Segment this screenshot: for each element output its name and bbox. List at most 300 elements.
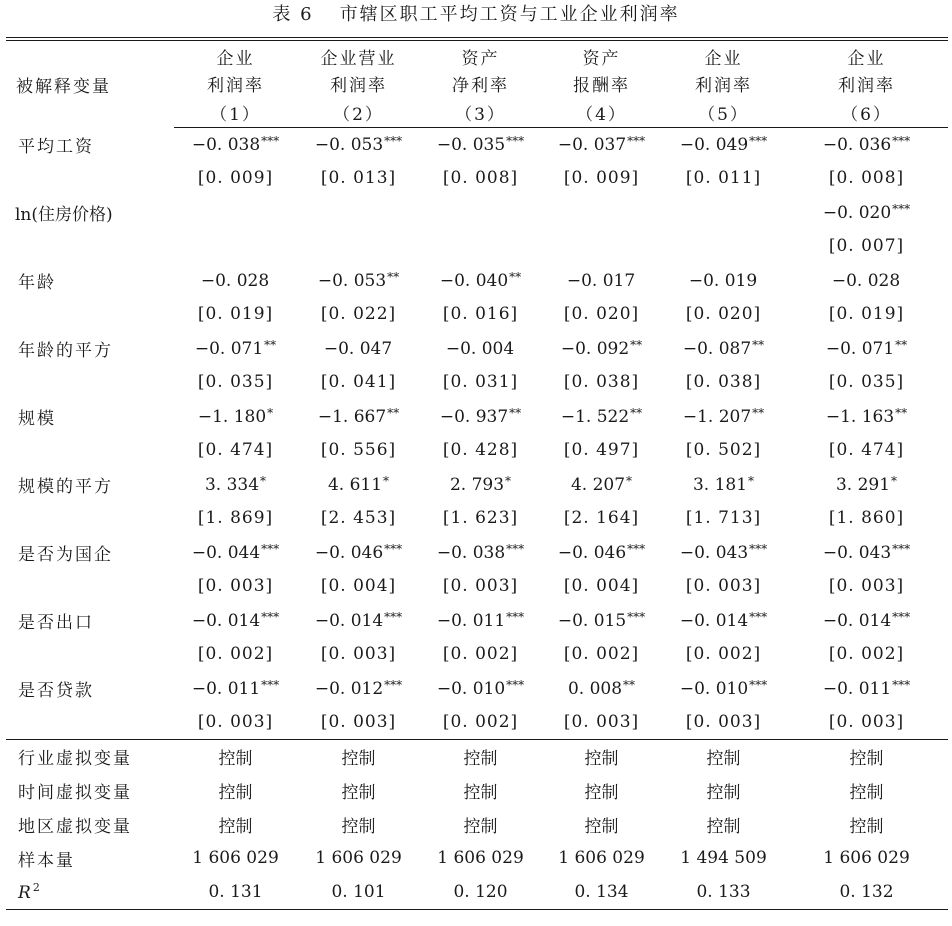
standard-error-row: [6, 161, 948, 195]
significance-stars: *: [626, 473, 633, 488]
standard-error-cell: [0. 019]: [197, 304, 274, 324]
control-value: 控制: [706, 816, 741, 837]
standard-error-cell: [1. 860]: [828, 508, 905, 528]
coefficient-value: −0. 053: [314, 134, 384, 155]
standard-error-cell: [0. 019]: [828, 304, 905, 324]
significance-stars: **: [387, 405, 400, 420]
sample-size-value: 1 606 029: [558, 848, 645, 868]
control-label: 时间虚拟变量: [18, 782, 132, 803]
significance-stars: **: [509, 269, 522, 284]
significance-stars: **: [509, 405, 522, 420]
coefficient-cell: [297, 671, 420, 705]
significance-stars: **: [387, 269, 400, 284]
standard-error-cell: [541, 229, 662, 263]
standard-error-cell: [0. 002]: [420, 705, 541, 739]
coefficient-row: [6, 603, 948, 637]
significance-stars: **: [752, 337, 765, 352]
column-header-line2: 利润率: [695, 76, 752, 96]
significance-stars: **: [752, 405, 765, 420]
significance-stars: ***: [506, 677, 525, 692]
standard-error-cell: [0. 003]: [685, 576, 762, 596]
significance-stars: **: [630, 405, 643, 420]
significance-stars: ***: [261, 677, 280, 692]
coefficient-value: −0. 043: [679, 542, 749, 563]
sample-size-value: 1 606 029: [192, 848, 279, 868]
coefficient-value: 3. 181: [692, 474, 748, 495]
coefficient-cell: [662, 399, 785, 433]
coefficient-value: −0. 040: [439, 270, 509, 291]
column-header-line2: 报酬率: [573, 76, 630, 96]
column-header-line2: 利润率: [330, 76, 387, 96]
empty-label-cell: [6, 705, 174, 739]
column-number: （4）: [541, 98, 662, 127]
coefficient-cell: [297, 263, 420, 297]
coefficient-value: −0. 011: [191, 678, 261, 699]
control-rows: [6, 739, 948, 909]
coefficient-cell: [420, 331, 541, 365]
coefficient-value: −0. 014: [314, 610, 384, 631]
coefficient-value: −0. 044: [191, 542, 261, 563]
variable-label: 年龄的平方: [18, 340, 113, 361]
coefficient-cell: [662, 603, 785, 637]
coefficient-cell: [662, 263, 785, 297]
coefficient-cell: [785, 535, 948, 569]
coefficient-row: [6, 127, 948, 161]
standard-error-cell: [0. 002]: [563, 644, 640, 664]
standard-error-cell: [0. 497]: [563, 440, 640, 460]
control-row: [6, 773, 948, 807]
standard-error-cell: [0. 020]: [685, 304, 762, 324]
coefficient-value: −0. 071: [825, 338, 895, 359]
coefficient-value: −1. 180: [197, 406, 267, 427]
coefficient-row: [6, 195, 948, 229]
significance-stars: ***: [627, 133, 646, 148]
coefficient-cell: [297, 127, 420, 161]
standard-error-cell: [0. 008]: [828, 168, 905, 188]
column-number: （3）: [420, 98, 541, 127]
variable-label: 是否贷款: [18, 680, 94, 701]
control-value: 控制: [341, 782, 376, 803]
coefficient-value: −0. 011: [822, 678, 892, 699]
standard-error-cell: [0. 428]: [442, 440, 519, 460]
coefficient-cell: [420, 127, 541, 161]
standard-error-cell: [0. 003]: [174, 705, 297, 739]
standard-error-cell: [0. 004]: [320, 576, 397, 596]
coefficient-value: −1. 667: [317, 406, 387, 427]
coefficient-value: 3. 334: [204, 474, 260, 495]
variable-label: 规模: [18, 408, 56, 429]
standard-error-row: [6, 365, 948, 399]
coefficient-value: −0. 038: [436, 542, 506, 563]
coefficient-cell: [662, 195, 785, 229]
standard-error-cell: [420, 229, 541, 263]
coefficient-rows: [6, 127, 948, 739]
coefficient-row: [6, 263, 948, 297]
coefficient-value: 3. 291: [835, 474, 891, 495]
coefficient-cell: [420, 399, 541, 433]
standard-error-cell: [174, 229, 297, 263]
significance-stars: ***: [384, 609, 403, 624]
coefficient-cell: [297, 195, 420, 229]
coefficient-cell: [297, 399, 420, 433]
r-squared-value: 0. 134: [541, 875, 662, 909]
standard-error-cell: [0. 031]: [442, 372, 519, 392]
coefficient-cell: [174, 399, 297, 433]
variable-label: 规模的平方: [18, 476, 113, 497]
coefficient-value: −0. 047: [323, 338, 393, 359]
coefficient-value: 4. 207: [570, 474, 626, 495]
column-header-line1: 资产: [541, 39, 662, 69]
standard-error-cell: [0. 038]: [563, 372, 640, 392]
coefficient-value: −0. 087: [682, 338, 752, 359]
standard-error-cell: [0. 003]: [297, 705, 420, 739]
coefficient-cell: [174, 195, 297, 229]
coefficient-cell: [541, 535, 662, 569]
coefficient-value: −0. 028: [200, 270, 270, 291]
column-header-line1: 企业营业: [297, 39, 420, 69]
standard-error-cell: [0. 004]: [563, 576, 640, 596]
standard-error-cell: [0. 003]: [442, 576, 519, 596]
standard-error-cell: [0. 003]: [541, 705, 662, 739]
standard-error-row: [6, 433, 948, 467]
coefficient-row: [6, 331, 948, 365]
control-row: [6, 739, 948, 773]
table-title: [0, 2, 952, 28]
standard-error-cell: [0. 002]: [197, 644, 274, 664]
coefficient-value: −0. 010: [436, 678, 506, 699]
coefficient-value: 2. 793: [449, 474, 505, 495]
coefficient-value: −0. 071: [194, 338, 264, 359]
significance-stars: ***: [506, 609, 525, 624]
standard-error-cell: [0. 013]: [320, 168, 397, 188]
significance-stars: ***: [506, 133, 525, 148]
standard-error-cell: [0. 038]: [685, 372, 762, 392]
coefficient-cell: [174, 263, 297, 297]
significance-stars: *: [891, 473, 898, 488]
standard-error-cell: [0. 502]: [685, 440, 762, 460]
standard-error-cell: [2. 164]: [563, 508, 640, 528]
coefficient-cell: [662, 127, 785, 161]
significance-stars: ***: [384, 677, 403, 692]
control-value: 控制: [849, 748, 884, 769]
standard-error-cell: [0. 035]: [828, 372, 905, 392]
r-squared-row: [6, 875, 948, 909]
significance-stars: ***: [261, 609, 280, 624]
standard-error-cell: [0. 474]: [828, 440, 905, 460]
standard-error-cell: [1. 869]: [197, 508, 274, 528]
significance-stars: **: [895, 405, 908, 420]
coefficient-value: −0. 038: [191, 134, 261, 155]
coefficient-cell: [420, 195, 541, 229]
standard-error-cell: [0. 003]: [785, 705, 948, 739]
standard-error-row: [6, 297, 948, 331]
coefficient-cell: [174, 467, 297, 501]
coefficient-cell: [785, 263, 948, 297]
significance-stars: *: [260, 473, 267, 488]
table-caption: 市辖区职工平均工资与工业企业利润率: [339, 4, 680, 25]
coefficient-cell: [785, 195, 948, 229]
standard-error-cell: [2. 453]: [320, 508, 397, 528]
empty-label-cell: [6, 365, 174, 399]
coefficient-cell: [420, 467, 541, 501]
significance-stars: ***: [749, 677, 768, 692]
standard-error-cell: [0. 474]: [197, 440, 274, 460]
empty-label-cell: [6, 433, 174, 467]
coefficient-value: −0. 019: [688, 270, 758, 291]
variable-label: 是否为国企: [18, 544, 113, 565]
variable-label: 平均工资: [18, 136, 94, 157]
standard-error-cell: [0. 556]: [320, 440, 397, 460]
standard-error-cell: [0. 002]: [442, 644, 519, 664]
coefficient-cell: [541, 603, 662, 637]
dependent-variable-label: 被解释变量: [6, 39, 174, 127]
standard-error-cell: [0. 002]: [685, 644, 762, 664]
coefficient-value: −0. 037: [557, 134, 627, 155]
coefficient-cell: [174, 535, 297, 569]
coefficient-value: −0. 053: [317, 270, 387, 291]
control-value: 控制: [463, 816, 498, 837]
coefficient-cell: [420, 535, 541, 569]
coefficient-value: −0. 049: [679, 134, 749, 155]
standard-error-cell: [0. 008]: [442, 168, 519, 188]
standard-error-row: [6, 229, 948, 263]
significance-stars: *: [383, 473, 390, 488]
significance-stars: ***: [749, 609, 768, 624]
significance-stars: ***: [749, 133, 768, 148]
control-value: 控制: [706, 782, 741, 803]
significance-stars: **: [895, 337, 908, 352]
coefficient-value: −0. 028: [831, 270, 901, 291]
control-value: 控制: [584, 748, 619, 769]
standard-error-cell: [0. 003]: [320, 644, 397, 664]
standard-error-cell: [0. 011]: [685, 168, 762, 188]
standard-error-row: [6, 637, 948, 671]
standard-error-cell: [0. 009]: [197, 168, 274, 188]
coefficient-value: −1. 207: [682, 406, 752, 427]
column-number: （2）: [297, 98, 420, 127]
coefficient-cell: [174, 671, 297, 705]
standard-error-cell: [0. 003]: [662, 705, 785, 739]
coefficient-value: −0. 937: [439, 406, 509, 427]
significance-stars: ***: [506, 541, 525, 556]
coefficient-cell: [785, 331, 948, 365]
control-label: 行业虚拟变量: [18, 748, 132, 769]
significance-stars: *: [505, 473, 512, 488]
r-squared-value: 0. 132: [785, 875, 948, 909]
table-header: [6, 39, 948, 127]
coefficient-value: −0. 036: [822, 134, 892, 155]
coefficient-cell: [541, 331, 662, 365]
empty-label-cell: [6, 569, 174, 603]
coefficient-value: −0. 011: [436, 610, 506, 631]
control-value: 控制: [706, 748, 741, 769]
coefficient-cell: [785, 399, 948, 433]
coefficient-row: [6, 535, 948, 569]
control-value: 控制: [218, 748, 253, 769]
coefficient-cell: [541, 127, 662, 161]
column-header-line1: 资产: [420, 39, 541, 69]
regression-table: [6, 37, 948, 910]
control-value: 控制: [584, 816, 619, 837]
coefficient-cell: [662, 671, 785, 705]
standard-error-cell: [0. 022]: [320, 304, 397, 324]
coefficient-cell: [297, 603, 420, 637]
coefficient-value: −0. 035: [436, 134, 506, 155]
coefficient-value: −0. 012: [314, 678, 384, 699]
coefficient-cell: [420, 263, 541, 297]
coefficient-cell: [785, 467, 948, 501]
column-header-line2: 利润率: [207, 76, 264, 96]
coefficient-cell: [174, 603, 297, 637]
standard-error-cell: [0. 003]: [828, 576, 905, 596]
variable-label: 是否出口: [18, 612, 94, 633]
coefficient-value: −0. 043: [822, 542, 892, 563]
coefficient-cell: [785, 603, 948, 637]
coefficient-value: −0. 046: [314, 542, 384, 563]
empty-label-cell: [6, 229, 174, 263]
standard-error-row: [6, 705, 948, 739]
coefficient-value: −0. 046: [557, 542, 627, 563]
standard-error-cell: [662, 229, 785, 263]
sample-size-row: [6, 841, 948, 875]
significance-stars: **: [623, 677, 636, 692]
empty-label-cell: [6, 637, 174, 671]
significance-stars: ***: [261, 133, 280, 148]
standard-error-cell: [0. 035]: [197, 372, 274, 392]
coefficient-value: −0. 017: [566, 270, 636, 291]
control-value: 控制: [218, 782, 253, 803]
coefficient-cell: [541, 399, 662, 433]
standard-error-row: [6, 501, 948, 535]
coefficient-cell: [420, 603, 541, 637]
coefficient-value: −0. 004: [445, 338, 515, 359]
control-value: 控制: [584, 782, 619, 803]
coefficient-value: −0. 014: [822, 610, 892, 631]
column-number: （5）: [662, 98, 785, 127]
significance-stars: **: [264, 337, 277, 352]
r-squared-value: 0. 101: [297, 875, 420, 909]
significance-stars: ***: [892, 133, 911, 148]
column-number: （1）: [174, 98, 297, 127]
coefficient-value: −0. 020: [822, 202, 892, 223]
coefficient-cell: [662, 535, 785, 569]
coefficient-cell: [174, 127, 297, 161]
empty-label-cell: [6, 297, 174, 331]
coefficient-row: [6, 467, 948, 501]
coefficient-value: −0. 015: [557, 610, 627, 631]
standard-error-cell: [0. 016]: [442, 304, 519, 324]
standard-error-cell: [0. 009]: [563, 168, 640, 188]
r-squared-label: [6, 875, 174, 909]
coefficient-value: 4. 611: [327, 474, 383, 495]
control-row: [6, 807, 948, 841]
coefficient-cell: [541, 263, 662, 297]
significance-stars: *: [267, 405, 274, 420]
significance-stars: ***: [892, 677, 911, 692]
standard-error-row: [6, 569, 948, 603]
column-header-line1: 企业: [785, 39, 948, 69]
significance-stars: ***: [749, 541, 768, 556]
standard-error-cell: [1. 713]: [685, 508, 762, 528]
control-value: 控制: [849, 816, 884, 837]
control-value: 控制: [218, 816, 253, 837]
coefficient-value: −0. 010: [679, 678, 749, 699]
coefficient-cell: [297, 535, 420, 569]
variable-label: 年龄: [18, 272, 56, 293]
coefficient-row: [6, 671, 948, 705]
standard-error-cell: [1. 623]: [442, 508, 519, 528]
significance-stars: ***: [892, 541, 911, 556]
column-header-line2: 净利率: [452, 76, 509, 96]
sample-size-value: 1 606 029: [315, 848, 402, 868]
significance-stars: ***: [261, 541, 280, 556]
coefficient-cell: [785, 127, 948, 161]
table-number: 表 6: [272, 4, 314, 25]
standard-error-cell: [0. 002]: [828, 644, 905, 664]
coefficient-value: −0. 014: [191, 610, 261, 631]
standard-error-cell: [0. 041]: [320, 372, 397, 392]
coefficient-row: [6, 399, 948, 433]
coefficient-cell: [785, 671, 948, 705]
control-value: 控制: [341, 816, 376, 837]
sample-size-value: 1 494 509: [680, 848, 767, 868]
coefficient-cell: [662, 467, 785, 501]
r-squared-value: 0. 131: [174, 875, 297, 909]
coefficient-cell: [174, 331, 297, 365]
significance-stars: **: [630, 337, 643, 352]
coefficient-cell: [541, 195, 662, 229]
r-symbol: R: [18, 882, 33, 903]
standard-error-cell: [0. 003]: [197, 576, 274, 596]
variable-label: ln(住房价格): [15, 204, 113, 225]
control-value: 控制: [463, 748, 498, 769]
coefficient-cell: [420, 671, 541, 705]
coefficient-value: −1. 163: [825, 406, 895, 427]
standard-error-cell: [0. 020]: [563, 304, 640, 324]
coefficient-value: −0. 092: [560, 338, 630, 359]
coefficient-value: −0. 014: [679, 610, 749, 631]
coefficient-cell: [297, 467, 420, 501]
coefficient-value: 0. 008: [567, 678, 623, 699]
column-number: （6）: [785, 98, 948, 127]
r-squared-value: 0. 120: [420, 875, 541, 909]
coefficient-value: −1. 522: [560, 406, 630, 427]
empty-label-cell: [6, 161, 174, 195]
coefficient-cell: [662, 331, 785, 365]
standard-error-cell: [297, 229, 420, 263]
empty-label-cell: [6, 501, 174, 535]
coefficient-cell: [541, 671, 662, 705]
coefficient-cell: [297, 331, 420, 365]
significance-stars: ***: [892, 201, 911, 216]
control-value: 控制: [849, 782, 884, 803]
column-header-line1: 企业: [662, 39, 785, 69]
significance-stars: *: [748, 473, 755, 488]
standard-error-cell: [0. 007]: [828, 236, 905, 256]
column-header-line1: 企业: [174, 39, 297, 69]
control-value: 控制: [463, 782, 498, 803]
significance-stars: ***: [892, 609, 911, 624]
sample-size-label: 样本量: [18, 850, 75, 871]
sample-size-value: 1 606 029: [437, 848, 524, 868]
significance-stars: ***: [384, 133, 403, 148]
control-value: 控制: [341, 748, 376, 769]
significance-stars: ***: [627, 541, 646, 556]
r-squared-value: 0. 133: [662, 875, 785, 909]
significance-stars: ***: [384, 541, 403, 556]
control-label: 地区虚拟变量: [18, 816, 132, 837]
column-header-line2: 利润率: [838, 76, 895, 96]
